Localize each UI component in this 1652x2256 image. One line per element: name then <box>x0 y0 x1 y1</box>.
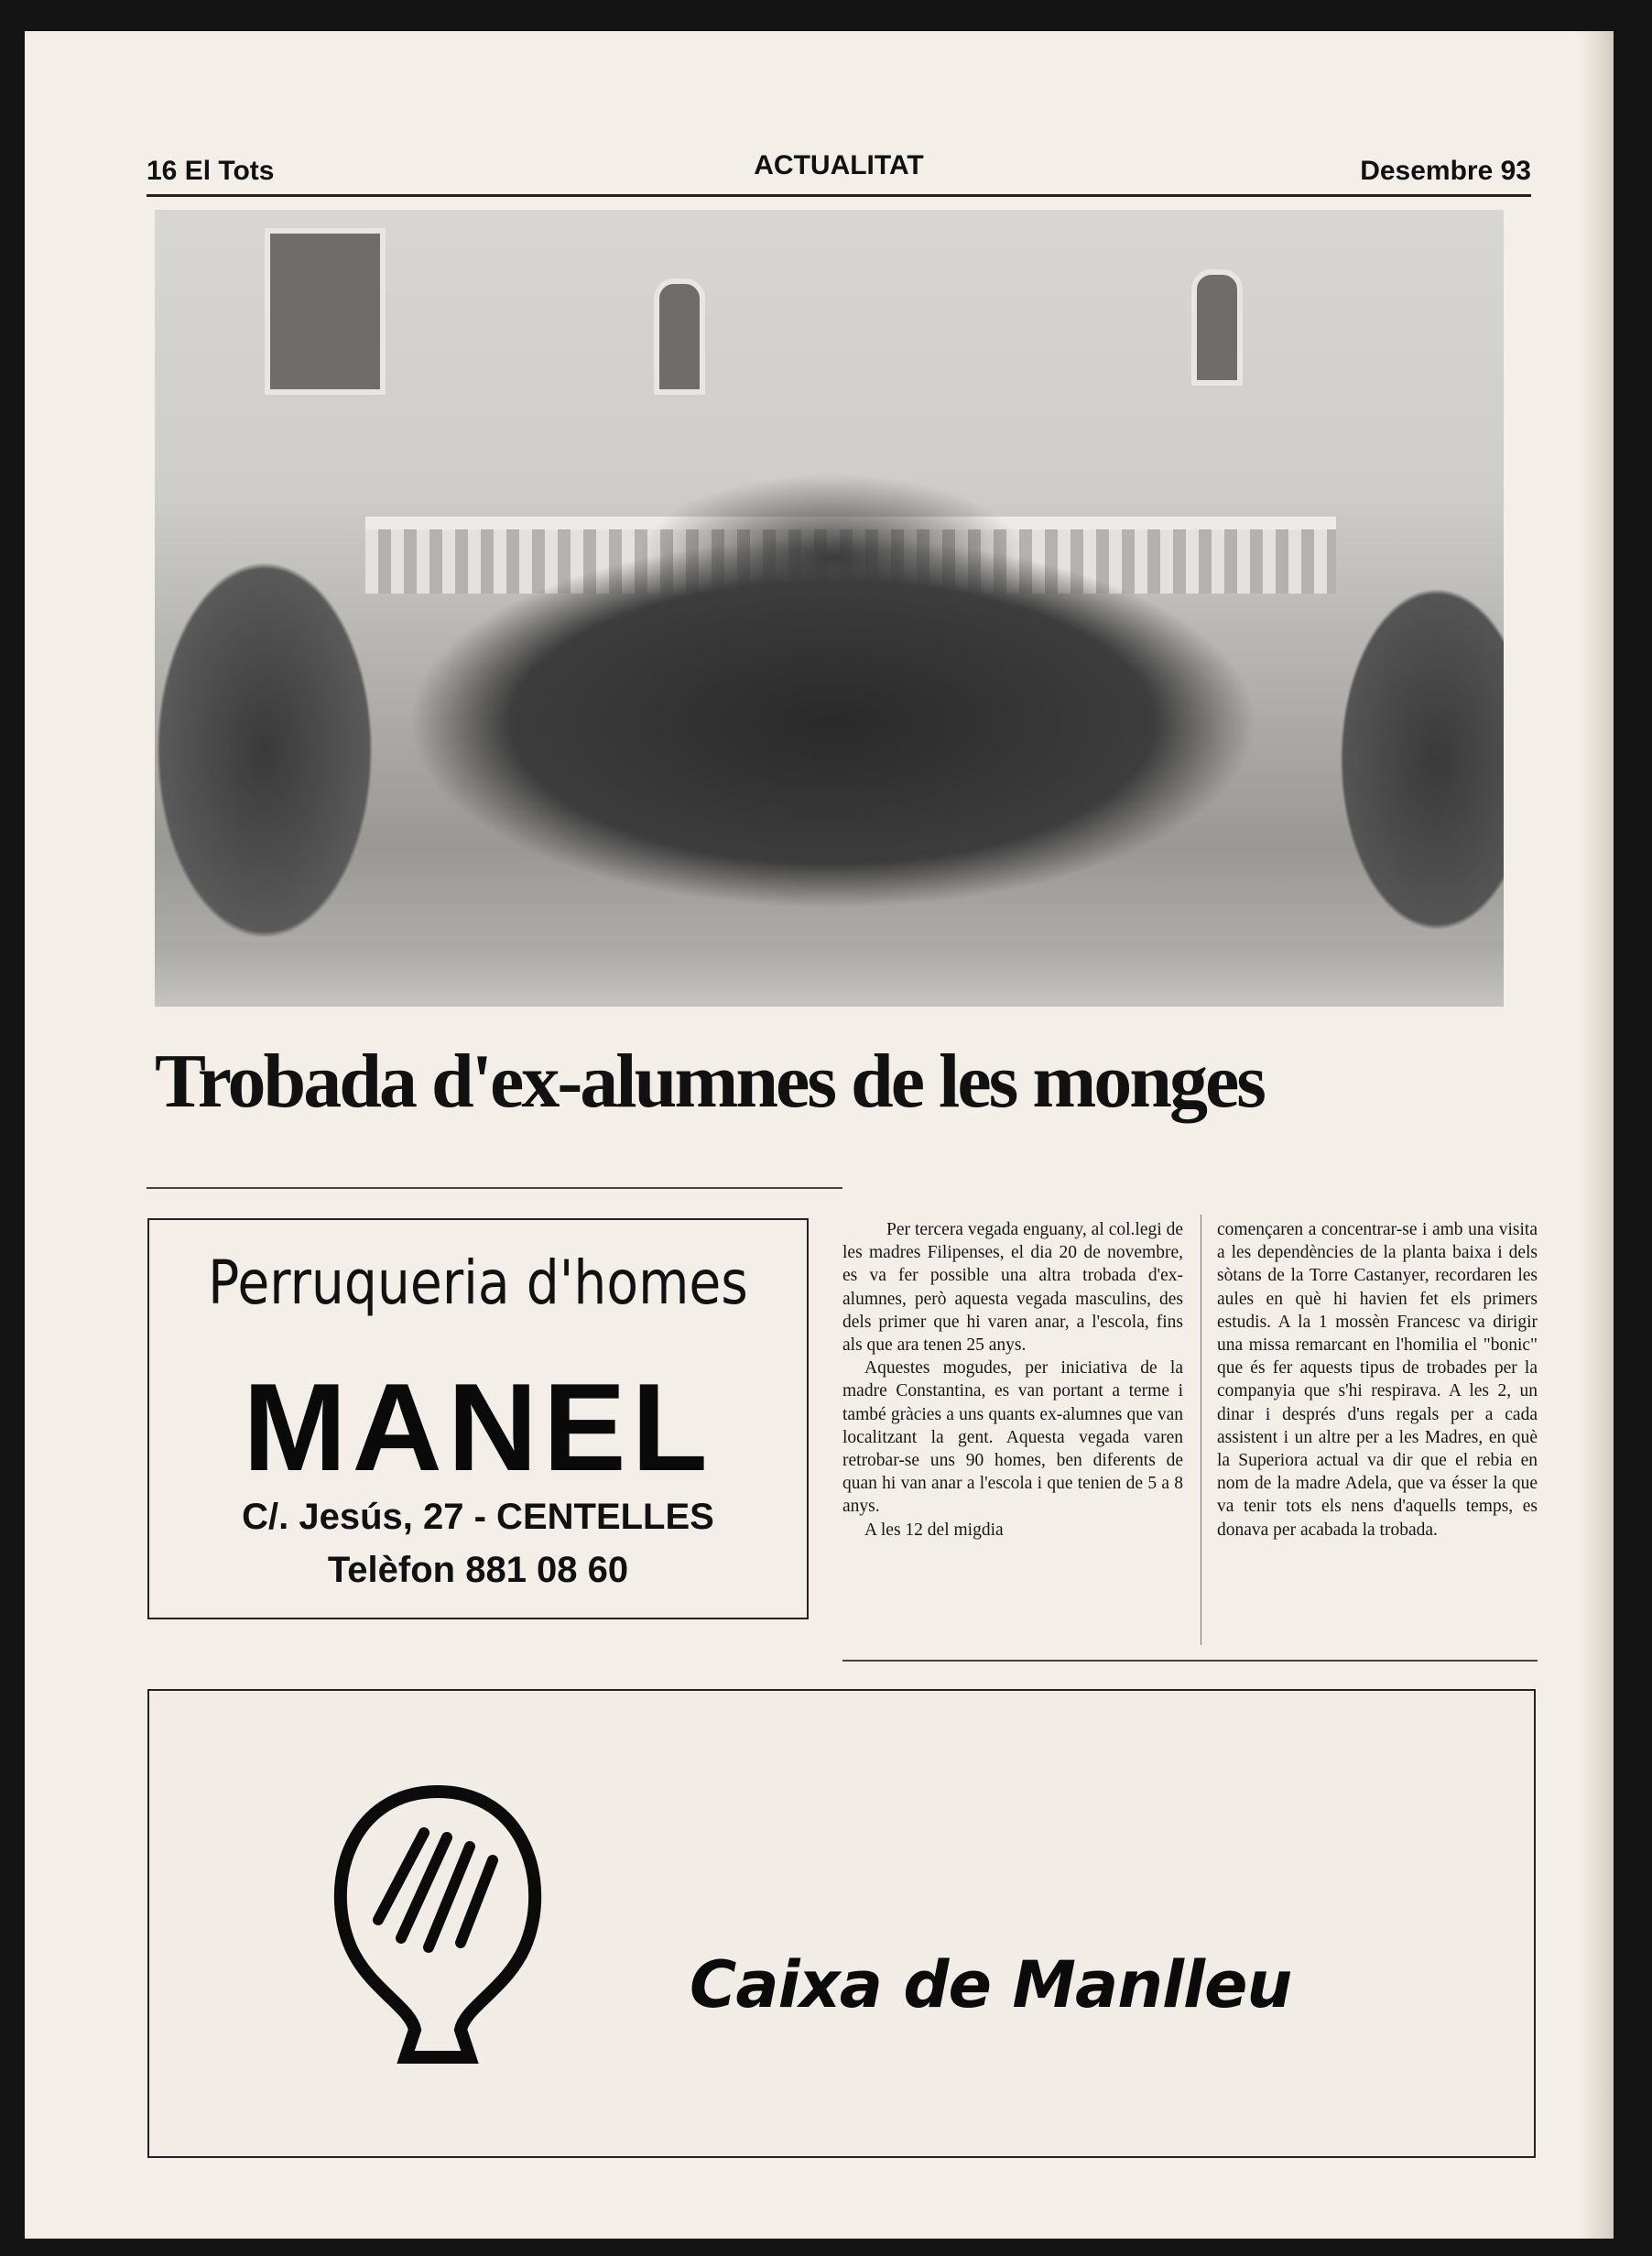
article-paragraph: Per tercera vegada enguany, al col.legi de les madres Filipenses, el dia 20 de novembre, es va fer possible una altra trobada d'ex-alumnes, però aquesta vegada masculins, des dels primer que hi varen anar, a l'escola, fins als que ara tenen 25 anys. <box>842 1220 1183 1356</box>
ad-manel-phone: Telèfon 881 08 60 <box>327 1550 629 1590</box>
ad-manel-name: MANEL <box>243 1357 713 1497</box>
article-column-1 <box>842 1218 1183 1542</box>
photo-window <box>265 228 386 395</box>
divider <box>147 1187 842 1189</box>
page-spine <box>1577 31 1614 2239</box>
ad-manel-subtitle: Perruqueria d'homes <box>208 1248 748 1318</box>
photo-ground <box>155 943 1504 1007</box>
group-photo <box>155 210 1504 1007</box>
photo-window <box>654 278 705 395</box>
magazine-page <box>25 31 1614 2239</box>
article-paragraph: Aquestes mogudes, per iniciativa de la madre Constantina, es van portant a terme i també gràcies a uns quants ex-alumnes que van localitzant la gent. Aquesta vegada varen retrobar-se uns 90 homes, ben diferents de quan hi van anar a l'escola i que tenien de 5 a 8 anys. <box>842 1358 1183 1517</box>
ad-manel-address: C/. Jesús, 27 - CENTELLES <box>242 1497 714 1537</box>
page-header <box>147 141 1531 197</box>
article-column-2 <box>1217 1218 1538 1542</box>
divider <box>842 1660 1538 1662</box>
photo-window <box>1191 269 1243 386</box>
ad-caixa-manlleu <box>147 1689 1536 2158</box>
ad-perruqueria-manel <box>147 1218 809 1619</box>
photo-crowd <box>265 448 1400 933</box>
article-headline: Trobada d'ex-alumnes de les monges <box>155 1039 1264 1124</box>
section-title: ACTUALITAT <box>754 150 924 180</box>
article-paragraph: A les 12 del migdia <box>864 1520 1004 1540</box>
page-number-title: 16 El Tots <box>147 156 275 186</box>
ad-caixa-name: Caixa de Manlleu <box>690 1947 1292 2022</box>
article-paragraph: començaren a concentrar-se i amb una visita a les dependències de la planta baixa i dels sòtans de la Torre Castanyer, recordaren les aules en què hi havien fet els primers estudis. A la 1 mossèn Francesc va dirigir una missa remarcant en l'homilia el "bonic" que és fer aquests tipus de trobades per la companyia que s'hi respirava. A les 2, un dinar i després d'uns regals per a cada assistent i un altre per a les Madres, en què la Superiora actual va dir que el rebia en nom de la madre Adela, que va ésser la que va tenir tots els nens d'aquells temps, es donava per acabada la trobada. <box>1217 1220 1538 1540</box>
issue-date: Desembre 93 <box>1360 156 1531 186</box>
caixa-manlleu-logo-icon <box>314 1782 561 2066</box>
